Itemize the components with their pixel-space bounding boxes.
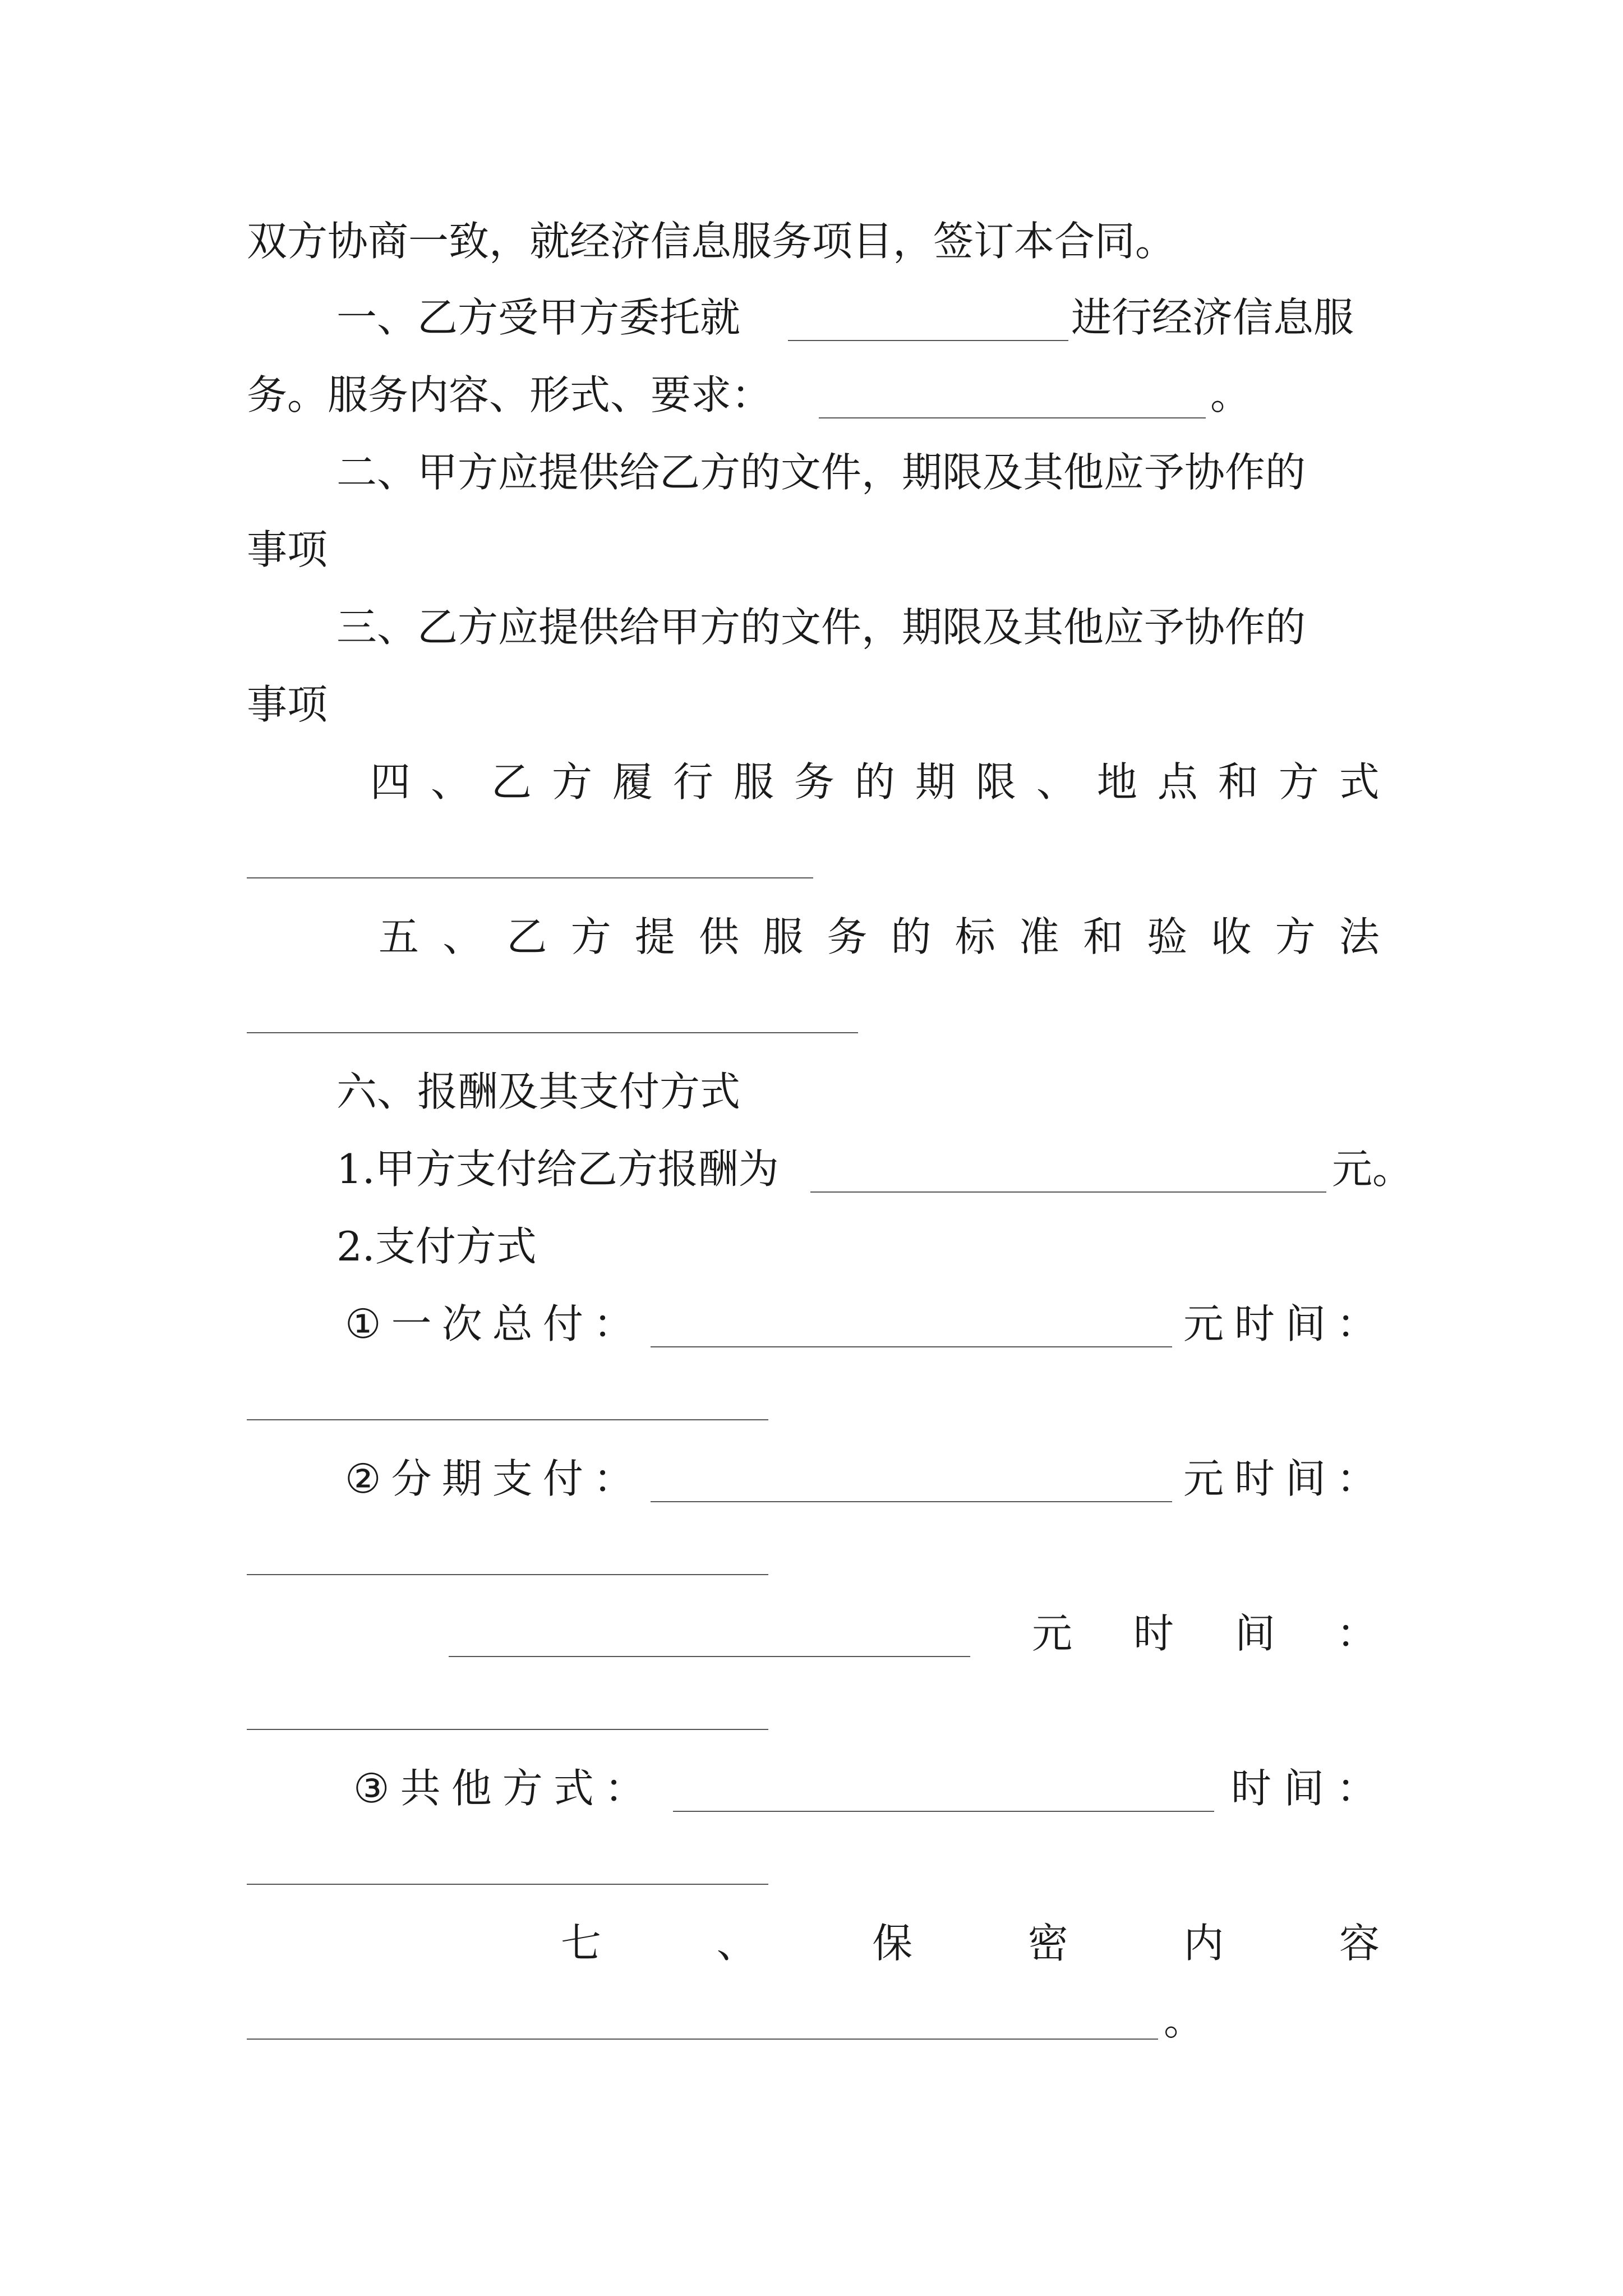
suffix-char: 间 [1234,1610,1275,1657]
label-char: 付 [542,1300,583,1347]
clause4-char: 和 [1218,758,1258,806]
clause5-char: 标 [955,913,995,960]
clause5-char: 乙 [506,913,547,960]
suffix-char: 时 [1234,1300,1275,1347]
suffix-char: 时 [1133,1610,1174,1657]
label-char: ： [593,1455,634,1502]
clause6-title: 六、报酬及其支付方式 [336,1068,741,1115]
clause4-char: 式 [1339,758,1380,806]
clause6-item1-suffix: 元。 [1332,1145,1413,1193]
clause3-line1: 三、乙方应提供给甲方的文件，期限及其他应予协作的 [336,604,1306,651]
clause7-char: 内 [1183,1920,1224,1967]
clause1-line2: 务。服务内容、形式、要求： [247,371,772,418]
suffix-char: 元 [1183,1300,1224,1347]
label-char: 总 [492,1300,533,1347]
installment-label [345,1455,634,1502]
label-char: 付 [542,1455,583,1502]
clause4-char: 、 [1036,758,1077,806]
clause7-char: 保 [872,1920,913,1967]
clause7-char: 容 [1339,1920,1380,1967]
clause3-line2: 事项 [247,681,328,728]
clause5-char: 验 [1147,913,1188,960]
circled-three-icon: ③ [353,1765,390,1812]
label-char: 期 [441,1455,482,1502]
suffix-char: ： [1336,1765,1377,1812]
clause5-char: 的 [891,913,932,960]
label-char: 次 [441,1300,482,1347]
clause4-blank[interactable] [247,877,813,878]
other-method-time-blank[interactable] [247,1884,768,1885]
clause1-subject-blank[interactable] [788,340,1068,341]
installment2-time-blank[interactable] [247,1729,768,1730]
clause5-char: 服 [763,913,804,960]
clause7-heading [561,1920,1380,1967]
clause5-heading [379,913,1380,960]
lump-sum-amount-blank[interactable] [651,1346,1172,1347]
installment-suffix [1183,1455,1377,1502]
clause6-item2-title: 2.支付方式 [336,1223,537,1270]
suffix-char: 间 [1283,1765,1324,1812]
clause5-char: 、 [442,913,483,960]
clause5-char: 提 [634,913,675,960]
suffix-char: 间 [1285,1455,1326,1502]
clause4-char: 地 [1096,758,1137,806]
clause4-char: 乙 [491,758,532,806]
suffix-char: ： [1336,1300,1377,1347]
remuneration-amount-blank[interactable] [810,1191,1326,1193]
other-method-label [353,1765,645,1812]
clause1-suffix: 进行经济信息服 [1071,294,1354,341]
clause4-char: 点 [1157,758,1198,806]
clause5-char: 和 [1083,913,1124,960]
installment2-suffix [1032,1610,1377,1657]
clause5-char: 收 [1211,913,1252,960]
clause7-end: 。 [1164,1997,1205,2044]
label-char: 共 [400,1765,441,1812]
clause5-char: 准 [1018,913,1059,960]
suffix-char: 元 [1183,1455,1224,1502]
suffix-char: 元 [1032,1610,1073,1657]
clause1-end: 。 [1210,371,1251,418]
suffix-char: 间 [1285,1300,1326,1347]
clause5-char: 务 [827,913,868,960]
suffix-char: ： [1336,1455,1377,1502]
clause4-char: 期 [915,758,956,806]
installment-amount-blank[interactable] [651,1501,1172,1502]
other-method-blank[interactable] [673,1811,1214,1812]
clause2-line1: 二、甲方应提供给乙方的文件，期限及其他应予协作的 [336,449,1306,496]
clause4-char: 方 [551,758,592,806]
label-char: 式 [553,1765,594,1812]
clause4-char: 四 [370,758,411,806]
clause4-char: 行 [672,758,713,806]
label-char: 方 [502,1765,543,1812]
clause7-char: 密 [1027,1920,1068,1967]
clause4-char: 履 [612,758,653,806]
clause5-char: 五 [379,913,419,960]
clause1-content-blank[interactable] [819,417,1206,418]
lump-sum-suffix [1183,1300,1377,1347]
lump-sum-time-blank[interactable] [247,1419,768,1420]
label-char: 他 [451,1765,492,1812]
clause5-char: 法 [1339,913,1380,960]
label-char: ： [593,1300,634,1347]
label-char: ： [604,1765,645,1812]
label-char: 一 [391,1300,432,1347]
clause4-heading [370,758,1380,806]
suffix-char: ： [1336,1610,1377,1657]
clause5-blank[interactable] [247,1032,858,1033]
clause4-char: 的 [854,758,895,806]
circled-two-icon: ② [345,1455,381,1502]
suffix-char: 时 [1234,1455,1275,1502]
circled-one-icon: ① [345,1300,381,1347]
installment2-amount-blank[interactable] [449,1656,970,1657]
clause5-char: 方 [570,913,611,960]
clause7-char: 七 [561,1920,602,1967]
clause5-char: 供 [698,913,739,960]
clause4-char: 务 [794,758,834,806]
suffix-char: 时 [1231,1765,1272,1812]
clause4-char: 方 [1278,758,1319,806]
installment-time-blank[interactable] [247,1574,768,1575]
clause1-prefix: 一、乙方受甲方委托就 [336,294,741,341]
confidentiality-blank[interactable] [247,2039,1158,2040]
clause4-char: 限 [975,758,1016,806]
lump-sum-label [345,1300,634,1347]
other-method-suffix [1231,1765,1377,1812]
clause4-char: 服 [733,758,774,806]
clause5-char: 方 [1275,913,1316,960]
label-char: 支 [492,1455,533,1502]
label-char: 分 [391,1455,432,1502]
intro-text: 双方协商一致，就经济信息服务项目，签订本合同。 [247,218,1176,265]
clause6-item1-prefix: 1.甲方支付给乙方报酬为 [336,1145,779,1193]
clause7-char: 、 [716,1920,757,1967]
clause2-line2: 事项 [247,526,328,573]
clause4-char: 、 [430,758,471,806]
